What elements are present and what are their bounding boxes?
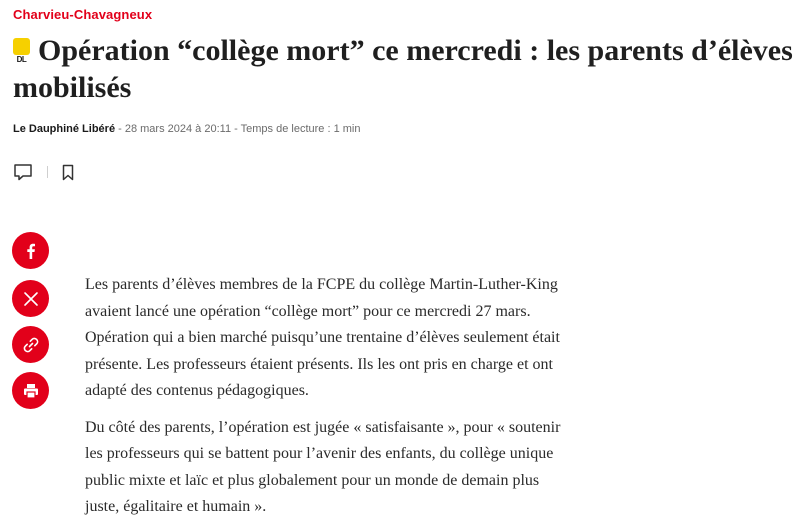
bookmark-button[interactable] [58,162,78,182]
bookmark-icon [61,164,75,181]
copy-link-button[interactable] [12,326,49,363]
article-body [85,272,575,529]
comment-button[interactable] [13,162,33,182]
section-kicker-link[interactable]: Charvieu-Chavagneux [13,7,153,22]
facebook-icon [22,242,40,260]
link-icon [22,336,40,354]
comment-icon [13,163,33,181]
share-x-button[interactable] [12,280,49,317]
toolbar-divider [47,166,48,178]
print-icon [22,382,40,400]
article-paragraph: Du côté des parents, l’opération est jugée « satisfaisante », pour « soutenir les professeurs qui se battent pour l’avenir des enfants, du collège unique public mixte et laïc et plus globalement pour un monde de demain plus juste, égalitaire et humain ». [85,418,561,515]
share-facebook-button[interactable] [12,232,49,269]
article-title: Opération “collège mort” ce mercredi : les parents d’élèves mobilisés [13,34,793,104]
dl-logo-badge [13,38,30,64]
x-icon [23,291,39,307]
print-button[interactable] [12,372,49,409]
dl-logo-text: DL [16,55,27,64]
byline-details: - 28 mars 2024 à 20:11 - Temps de lecture : 1 min [115,123,361,135]
byline-source: Le Dauphiné Libéré [13,123,116,135]
article-byline [13,123,360,135]
article-paragraph: Les parents d’élèves membres de la FCPE du collège Martin-Luther-King avaient lancé une opération “collège mort” pour ce mercredi 27 mars. Opération qui a bien marché puisqu’une trentaine d’élèves seulement était présente. Les professeurs étaient présents. Ils les ont pris en charge et ont adapté des contenus pédagogiques. [85,276,560,399]
article-headline [13,32,803,106]
article-toolbar [13,162,78,182]
